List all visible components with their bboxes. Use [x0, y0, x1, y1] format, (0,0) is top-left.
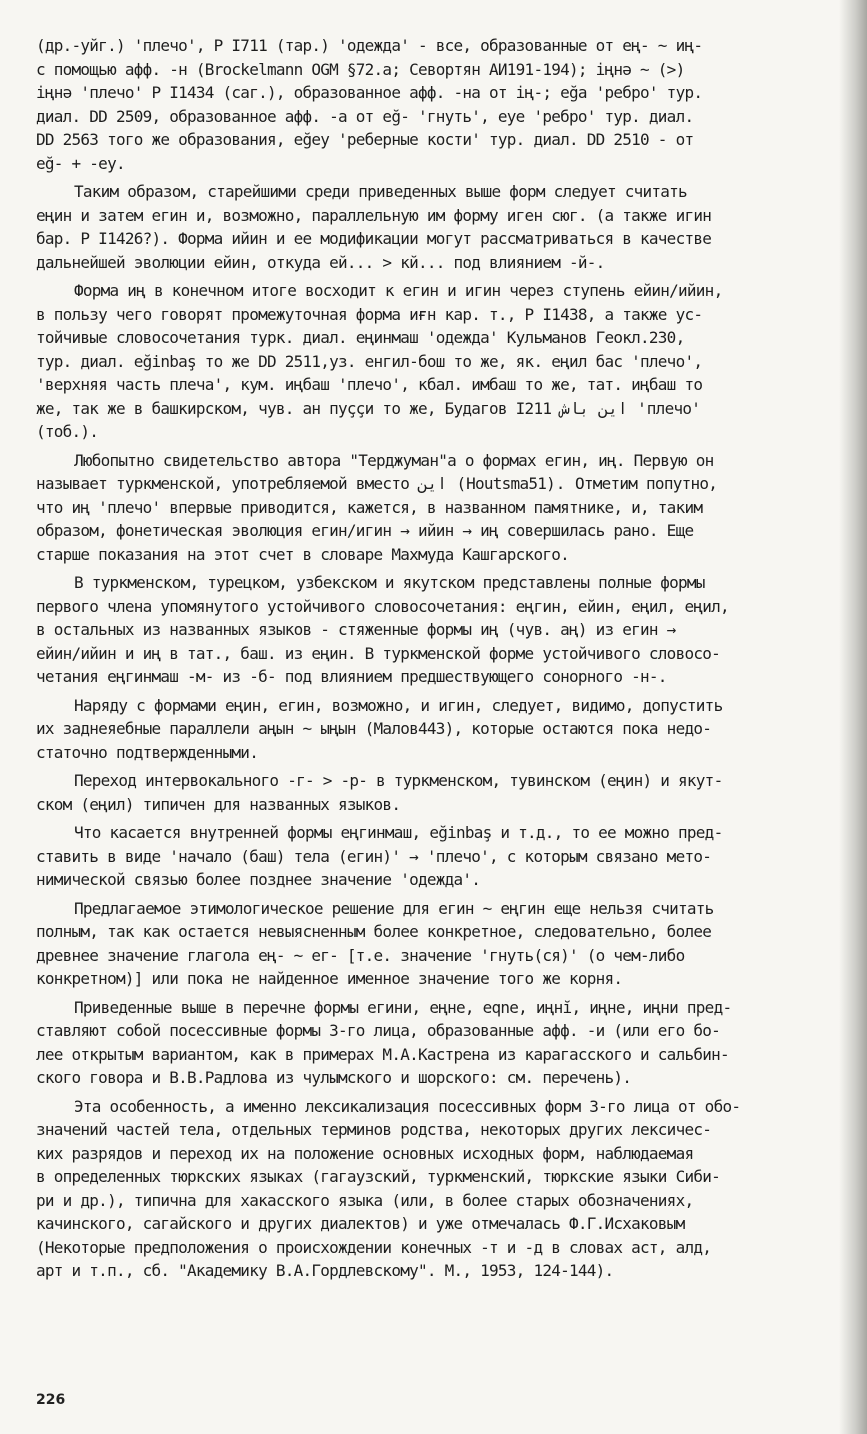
paragraph-1: [36, 34, 844, 175]
text-line: арт и т.п., сб. "Академику В.А.Гордлевскому". М., 1953, 124-144).: [36, 1261, 614, 1280]
paragraph-2: [36, 180, 844, 274]
text-line: ского говора и В.В.Радлова из чулымского и шорского: см. перечень).: [36, 1068, 632, 1087]
text-line: Любопытно свидетельство автора "Терджуман"а о формах егин, иң. Первую он: [74, 450, 714, 470]
text-line: Наряду с формами еңин, егин, возможно, и игин, следует, видимо, допустить: [74, 695, 723, 715]
text-line: DD 2563 того же образования, eğey 'реберные кости' тур. диал. DD 2510 - от: [36, 130, 694, 149]
text-line: Таким образом, старейшими среди приведенных выше форм следует считать: [74, 182, 687, 201]
paragraph-8: [36, 821, 844, 892]
text-line: еңин и затем егин и, возможно, параллельную им форму иген сюг. (а также игин: [36, 205, 712, 225]
text-line: в пользу чего говорят промежуточная форма иғн кар. т., Р I1438, а также ус-: [36, 304, 703, 324]
paragraph-10: [36, 996, 844, 1090]
text-line: бар. Р I1426?). Форма ийин и ее модификации могут рассматриваться в качестве: [36, 229, 712, 248]
text-line: Что касается внутренней формы еңгинмаш, eğinbaş и т.д., то ее можно пред-: [74, 823, 723, 842]
text-line: ких разрядов и переход их на положение основных исходных форм, наблюдаемая: [36, 1143, 694, 1163]
text-line: тойчивые словосочетания турк. диал. еңинмаш 'одежда' Кульманов Геокл.230,: [36, 328, 685, 347]
paragraph-3: [36, 279, 844, 444]
paragraph-4: [36, 449, 844, 567]
text-line: в определенных тюркских языках (гагаузский, туркменский, тюркские языки Сиби-: [36, 1167, 720, 1186]
text-line: В туркменском, турецком, узбекском и якутском представлены полные формы: [74, 573, 705, 592]
text-line: (др.-уйг.) 'плечо', Р I711 (тар.) 'одежда' - все, образованные от ең- ~ иң-: [36, 36, 703, 55]
text-line: ейин/ийин и иң в тат., баш. из еңин. В туркменской форме устойчивого словосо-: [36, 643, 720, 663]
text-line: первого члена упомянутого устойчивого словосочетания: еңгин, ейин, еңил, еңил,: [36, 596, 729, 616]
text-line: конкретном)] или пока не найденное именное значение того же корня.: [36, 969, 623, 988]
text-line: в остальных из названных языков - стяженные формы иң (чув. аң) из егин →: [36, 620, 676, 639]
text-line: (Некоторые предположения о происхождении конечных -т и -д в словах аст, алд,: [36, 1237, 712, 1257]
text-line: древнее значение глагола ең- ~ ег- [т.е. значение 'гнуть(ся)' (о чем-либо: [36, 945, 685, 965]
text-line: ском (еңил) типичен для названных языков.: [36, 794, 401, 814]
text-line: Форма иң в конечном итоге восходит к егин и игин через ступень ейин/ийин,: [74, 281, 723, 300]
text-line: качинского, сагайского и других диалектов) и уже отмечалась Ф.Г.Исхаковым: [36, 1214, 685, 1233]
text-line: Приведенные выше в перечне формы егини, еңне, eqne, иңнĭ, иңне, иңни пред-: [74, 997, 732, 1017]
text-line: называет туркменской, употребляемой вместо اين (Houtsma51). Отметим попутно,: [36, 474, 718, 493]
text-line: дальнейшей эволюции ейин, откуда ей... > кй... под влиянием -й-.: [36, 252, 605, 272]
text-line: ставить в виде 'начало (баш) тела (егин)' → 'плечо', с которым связано мето-: [36, 846, 712, 866]
text-line: іңнә 'плечо' Р I1434 (саг.), образованное афф. -на от ің-; eğa 'ребро' тур.: [36, 83, 703, 102]
text-line: образом, фонетическая эволюция егин/игин → ийин → иң совершилась рано. Еще: [36, 521, 694, 540]
page-number: 226: [36, 1392, 66, 1408]
paragraph-5: [36, 571, 844, 689]
text-line: ставляют собой посессивные формы 3-го лица, образованные афф. -и (или его бо-: [36, 1021, 720, 1040]
text-line: старше показания на этот счет в словаре Махмуда Кашгарского.: [36, 544, 569, 564]
text-line: ри и др.), типична для хакасского языка (или, в более старых обозначениях,: [36, 1190, 694, 1210]
text-line: 'верхняя часть плеча', кум. иңбаш 'плечо', кбал. имбаш то же, тат. иңбаш то: [36, 375, 703, 394]
text-line: Переход интервокального -г- > -р- в туркменском, тувинском (еңин) и якут-: [74, 771, 723, 790]
text-line: тур. диал. eğinbaş то же DD 2511,уз. енгил-бош то же, як. еңил бас 'плечо',: [36, 351, 703, 371]
text-line: нимической связью более позднее значение 'одежда'.: [36, 870, 481, 889]
paragraph-6: [36, 694, 844, 765]
text-line: статочно подтвержденными.: [36, 742, 259, 762]
text-line: четания еңгинмаш -м- из -б- под влиянием предшествующего сонорного -н-.: [36, 667, 667, 686]
text-line: с помощью афф. -н (Brockelmann OGM §72.a; Севортян АИ191-194); іңнә ~ (>): [36, 59, 685, 79]
paragraph-9: [36, 897, 844, 991]
text-line: Эта особенность, а именно лексикализация посессивных форм 3-го лица от обо-: [74, 1096, 741, 1116]
paragraph-7: [36, 769, 844, 816]
text-line: (тоб.).: [36, 422, 99, 441]
text-line: диал. DD 2509, образованное афф. -а от eğ- 'гнуть', eye 'ребро' тур. диал.: [36, 106, 694, 126]
text-line: значений частей тела, отдельных терминов родства, некоторых других лексичес-: [36, 1120, 712, 1139]
text-line: полным, так как остается невыясненным более конкретное, следовательно, более: [36, 922, 712, 941]
text-line: что иң 'плечо' впервые приводится, кажется, в названном памятнике, и, таким: [36, 497, 703, 517]
body-text: [36, 34, 844, 1283]
paragraph-11: [36, 1095, 844, 1283]
text-line: лее открытым вариантом, как в примерах М.А.Кастрена из карагасского и сальбин-: [36, 1044, 729, 1064]
text-line: их заднеяебные параллели аңын ~ ыңын (Малов443), которые остаются пока недо-: [36, 719, 712, 738]
text-line: Предлагаемое этимологическое решение для егин ~ еңгин еще нельзя считать: [74, 898, 714, 918]
text-line: eğ- + -ey.: [36, 153, 125, 173]
text-line: же, так же в башкирском, чув. ан пуççи то же, Будагов I211 اين باش 'плечо': [36, 398, 701, 418]
